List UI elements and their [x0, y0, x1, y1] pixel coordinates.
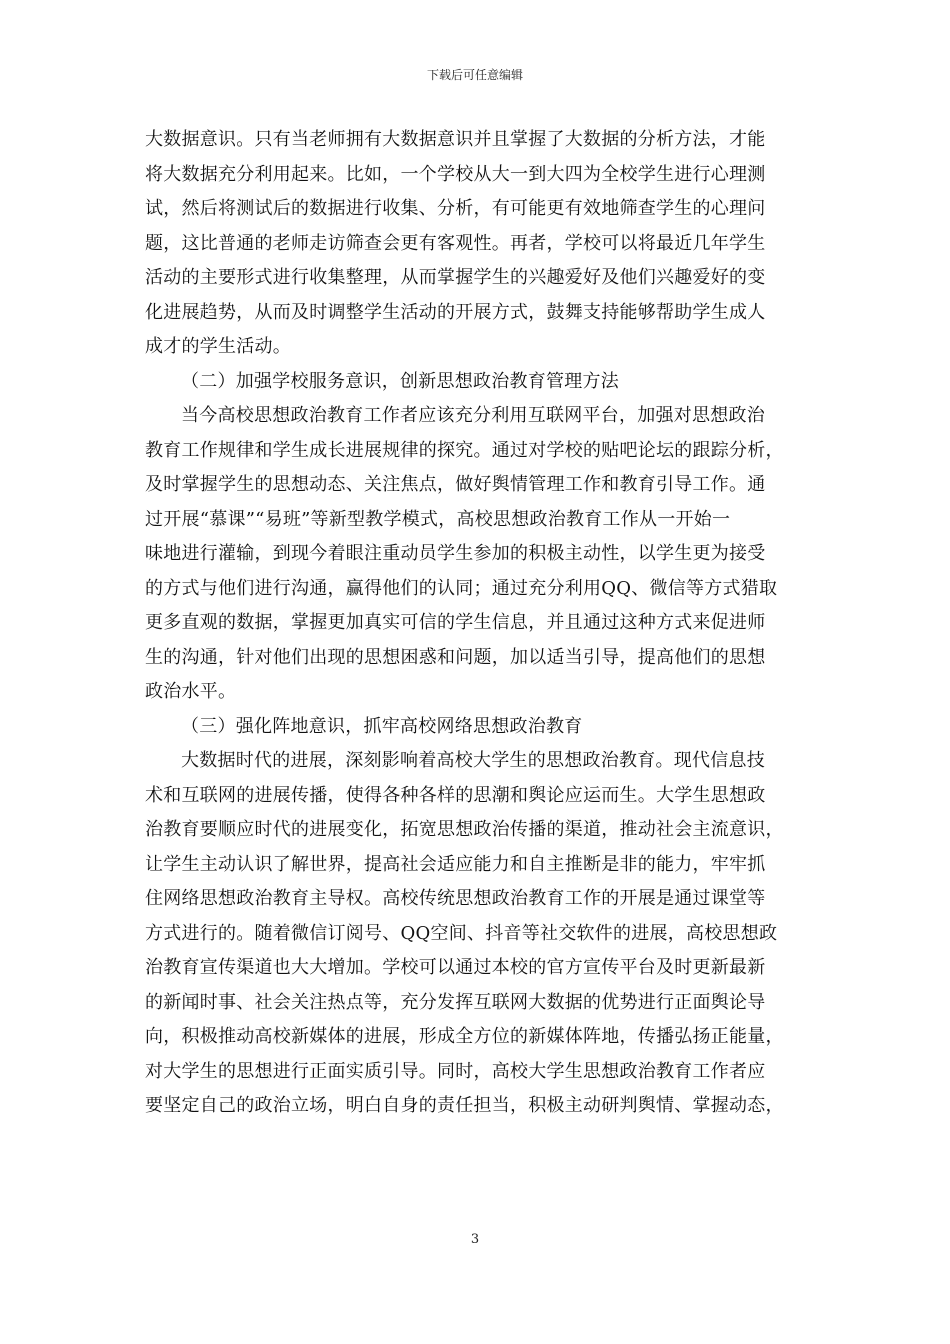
- page-header: 下载后可任意编辑: [426, 68, 523, 82]
- text-line: 当今高校思想政治教育工作者应该充分利用互联网平台，加强对思想政治: [181, 405, 765, 426]
- body-text: [145, 123, 821, 1124]
- text-line: 术和互联网的进展传播，使得各种各样的思潮和舆论应运而生。大学生思想政: [145, 784, 766, 806]
- text-line: 活动的主要形式进行收集整理，从而掌握学生的兴趣爱好及他们兴趣爱好的变: [145, 267, 766, 288]
- text-line: 住网络思想政治教育主导权。高校传统思想政治教育工作的开展是通过课堂等: [145, 888, 766, 909]
- text-line: 对大学生的思想进行正面实质引导。同时，高校大学生思想政治教育工作者应: [145, 1060, 766, 1082]
- text-line: 味地进行灌输，到现今着眼注重动员学生参加的积极主动性，以学生更为接受: [145, 543, 766, 564]
- text-line: 的新闻时事、社会关注热点等，充分发挥互联网大数据的优势进行正面舆论导: [145, 991, 766, 1013]
- text-line: 的方式与他们进行沟通，赢得他们的认同；通过充分利用QQ、微信等方式猎取: [145, 577, 778, 599]
- text-line: 向，积极推动高校新媒体的进展，形成全方位的新媒体阵地，传播弘扬正能量，: [145, 1026, 784, 1047]
- text-line: 教育工作规律和学生成长进展规律的探究。通过对学校的贴吧论坛的跟踪分析，: [145, 439, 784, 461]
- text-line: 大数据意识。只有当老师拥有大数据意识并且掌握了大数据的分析方法，才能: [145, 129, 766, 150]
- text-line: 让学生主动认识了解世界，提高社会适应能力和自主推断是非的能力，牢牢抓: [145, 853, 766, 875]
- text-line: 方式进行的。随着微信订阅号、QQ空间、抖音等社交软件的进展，高校思想政: [145, 922, 778, 944]
- section-heading: （二）加强学校服务意识，创新思想政治教育管理方法: [181, 370, 619, 392]
- text-line: 过开展“慕课”“易班”等新型教学模式，高校思想政治教育工作从一开始一: [145, 508, 731, 530]
- page-number: 3: [470, 1232, 480, 1247]
- text-line: 大数据时代的进展，深刻影响着高校大学生的思想政治教育。现代信息技: [181, 750, 765, 771]
- text-line: 及时掌握学生的思想动态、关注焦点，做好舆情管理工作和教育引导工作。通: [145, 474, 766, 495]
- text-line: 更多直观的数据，掌握更加真实可信的学生信息，并且通过这种方式来促进师: [145, 612, 766, 633]
- text-line: 化进展趋势，从而及时调整学生活动的开展方式，鼓舞支持能够帮助学生成人: [145, 301, 766, 323]
- section-heading: （三）强化阵地意识，抓牢高校网络思想政治教育: [181, 715, 583, 737]
- text-line: 将大数据充分利用起来。比如，一个学校从大一到大四为全校学生进行心理测: [145, 163, 766, 185]
- text-line: 治教育宣传渠道也大大增加。学校可以通过本校的官方宣传平台及时更新最新: [145, 957, 766, 978]
- text-line: 题，这比普通的老师走访筛查会更有客观性。再者，学校可以将最近几年学生: [145, 232, 766, 254]
- text-line: 生的沟通，针对他们出现的思想困惑和问题，加以适当引导，提高他们的思想: [145, 646, 766, 668]
- text-line: 成才的学生活动。: [145, 336, 291, 357]
- text-line: 政治水平。: [145, 681, 237, 702]
- text-line: 治教育要顺应时代的进展变化，拓宽思想政治传播的渠道，推动社会主流意识，: [145, 819, 784, 840]
- text-line: 试，然后将测试后的数据进行收集、分析，有可能更有效地筛查学生的心理问: [145, 198, 766, 219]
- text-line: 要坚定自己的政治立场，明白自身的责任担当，积极主动研判舆情、掌握动态，: [145, 1095, 784, 1116]
